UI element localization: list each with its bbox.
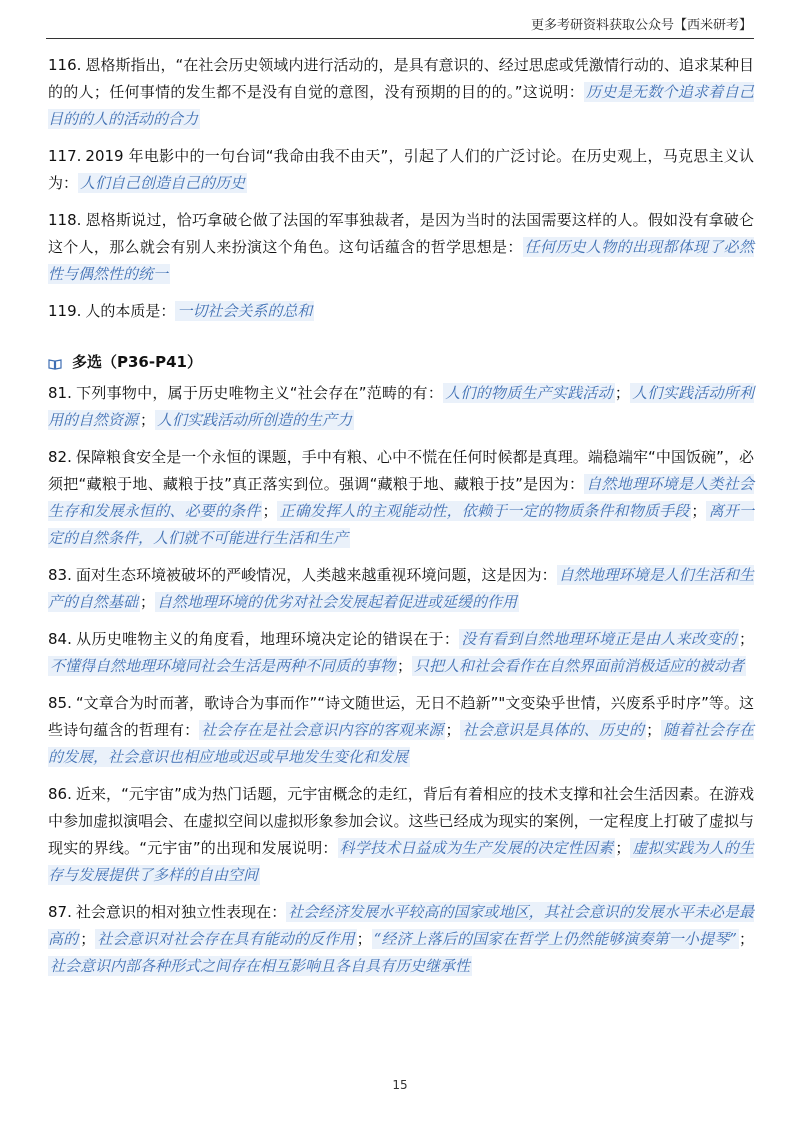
- question-number: 86.: [48, 785, 72, 803]
- answer-highlight: 不懂得自然地理环境同社会生活是两种不同质的事物: [50, 657, 396, 675]
- answer-highlight: 没有看到自然地理环境正是由人来改变的: [461, 630, 737, 648]
- question-item: [48, 52, 754, 133]
- answer-separator: ；: [397, 657, 413, 675]
- answer-highlight: “经济上落后的国家在哲学上仍然能够演奏第一小提琴”: [373, 930, 737, 948]
- answer-highlight: 自然地理环境是人们生活和生产的自然基础: [48, 566, 754, 611]
- page-header: 更多考研资料获取公众号【西米研考】: [530, 18, 752, 33]
- answer-highlight: 只把人和社会看作在自然界面前消极适应的被动者: [414, 657, 745, 675]
- answer-highlight: 社会意识对社会存在具有能动的反作用: [97, 930, 355, 948]
- question-number: 116.: [48, 56, 82, 74]
- answer-highlight: 一切社会关系的总和: [177, 302, 313, 320]
- answer-separator: ；: [614, 384, 630, 402]
- answer-separator: ；: [262, 502, 278, 520]
- question-item: [48, 444, 754, 552]
- answer-highlight: 社会经济发展水平较高的国家或地区，其社会意识的发展水平未必是最高的: [48, 903, 754, 948]
- question-item: [48, 899, 754, 980]
- question-number: 117.: [48, 147, 82, 165]
- question-item: [48, 380, 754, 434]
- answer-separator: ；: [646, 721, 662, 739]
- section-heading: [48, 351, 754, 372]
- question-item: [48, 626, 754, 680]
- book-icon: [48, 356, 62, 367]
- question-number: 87.: [48, 903, 72, 921]
- question-text: “文章合为时而著，歌诗合为事而作”“诗文随世运，无日不趋新”"文变染乎世情，兴废系乎时序”等。这些诗句蕴含的哲理有：: [48, 694, 754, 739]
- question-text: 人的本质是：: [85, 302, 176, 320]
- answer-highlight: 随着社会存在的发展，社会意识也相应地或迟或早地发生变化和发展: [48, 721, 754, 766]
- question-text: 恩格斯指出，“在社会历史领域内进行活动的，是具有意识的、经过思虑或凭激情行动的、追求某种目的的人；任何事情的发生都不是没有自觉的意图，没有预期的目的的。”这说明：: [48, 56, 754, 101]
- answer-highlight: 任何历史人物的出现都体现了必然性与偶然性的统一: [48, 238, 754, 283]
- answer-highlight: 科学技术日益成为生产发展的决定性因素: [339, 839, 614, 857]
- question-text: 2019 年电影中的一句台词“我命由我不由天”，引起了人们的广泛讨论。在历史观上，马克思主义认为：: [48, 147, 754, 192]
- question-item: [48, 562, 754, 616]
- answer-separator: ；: [615, 839, 631, 857]
- question-item: [48, 781, 754, 889]
- question-text: 下列事物中，属于历史唯物主义“社会存在”范畴的有：: [75, 384, 444, 402]
- question-item: [48, 298, 754, 325]
- answer-separator: ；: [738, 930, 754, 948]
- question-number: 119.: [48, 302, 82, 320]
- question-text: 近来，“元宇宙”成为热门话题，元宇宙概念的走红，背后有着相应的技术支撑和社会生活因素。在游戏中参加虚拟演唱会、在虚拟空间以虚拟形象参加会议。这些已经成为现实的案例，一定程度上打破了虚拟与现实的界线。“元宇宙”的出现和发展说明：: [48, 785, 754, 857]
- question-number: 84.: [48, 630, 72, 648]
- question-item: [48, 143, 754, 197]
- answer-separator: ；: [80, 930, 96, 948]
- answer-separator: ；: [445, 721, 461, 739]
- answer-highlight: 人们实践活动所利用的自然资源: [48, 384, 754, 429]
- answer-highlight: 社会意识内部各种形式之间存在相互影响且各自具有历史继承性: [50, 957, 471, 975]
- question-number: 82.: [48, 448, 72, 466]
- section-title: 多选（P36-P41）: [72, 353, 202, 371]
- answer-separator: ；: [356, 930, 372, 948]
- page-number: 15: [392, 1078, 408, 1092]
- answer-highlight: 自然地理环境是人类社会生存和发展永恒的、必要的条件: [48, 475, 754, 520]
- answer-highlight: 人们自己创造自己的历史: [80, 174, 246, 192]
- question-text: 恩格斯说过，恰巧拿破仑做了法国的军事独裁者，是因为当时的法国需要这样的人。假如没有拿破仑这个人，那么就会有别人来扮演这个角色。这句话蕴含的哲学思想是：: [48, 211, 754, 256]
- question-number: 118.: [48, 211, 82, 229]
- question-text: 保障粮食安全是一个永恒的课题，手中有粮、心中不慌在任何时候都是真理。端稳端牢“中国饭碗”，必须把“藏粮于地、藏粮于技”真正落实到位。强调“藏粮于地、藏粮于技”是因为：: [48, 448, 754, 493]
- answer-highlight: 正确发挥人的主观能动性，依赖于一定的物质条件和物质手段: [279, 502, 690, 520]
- answer-highlight: 自然地理环境的优劣对社会发展起着促进或延缓的作用: [157, 593, 518, 611]
- question-number: 83.: [48, 566, 72, 584]
- answer-highlight: 社会存在是社会意识内容的客观来源: [201, 721, 444, 739]
- answer-separator: ；: [140, 593, 156, 611]
- question-number: 85.: [48, 694, 72, 712]
- answer-highlight: 人们的物质生产实践活动: [445, 384, 613, 402]
- header-divider: [46, 38, 754, 39]
- question-text: 从历史唯物主义的角度看，地理环境决定论的错误在于：: [75, 630, 460, 648]
- question-list-single: [48, 52, 754, 325]
- question-text: 面对生态环境被破坏的严峻情况，人类越来越重视环境问题，这是因为：: [75, 566, 557, 584]
- question-item: [48, 690, 754, 771]
- question-text: 社会意识的相对独立性表现在：: [75, 903, 287, 921]
- answer-highlight: 虚拟实践为人的生存与发展提供了多样的自由空间: [48, 839, 754, 884]
- question-list-multiple: [48, 380, 754, 980]
- answer-separator: ；: [738, 630, 754, 648]
- question-number: 81.: [48, 384, 72, 402]
- answer-highlight: 离开一定的自然条件，人们就不可能进行生活和生产: [48, 502, 754, 547]
- page-content: [48, 52, 754, 990]
- answer-separator: ；: [691, 502, 707, 520]
- answer-highlight: 人们实践活动所创造的生产力: [157, 411, 353, 429]
- answer-separator: ；: [140, 411, 156, 429]
- answer-highlight: 历史是无数个追求着自己目的的人的活动的合力: [48, 83, 754, 128]
- question-item: [48, 207, 754, 288]
- answer-highlight: 社会意识是具体的、历史的: [462, 721, 645, 739]
